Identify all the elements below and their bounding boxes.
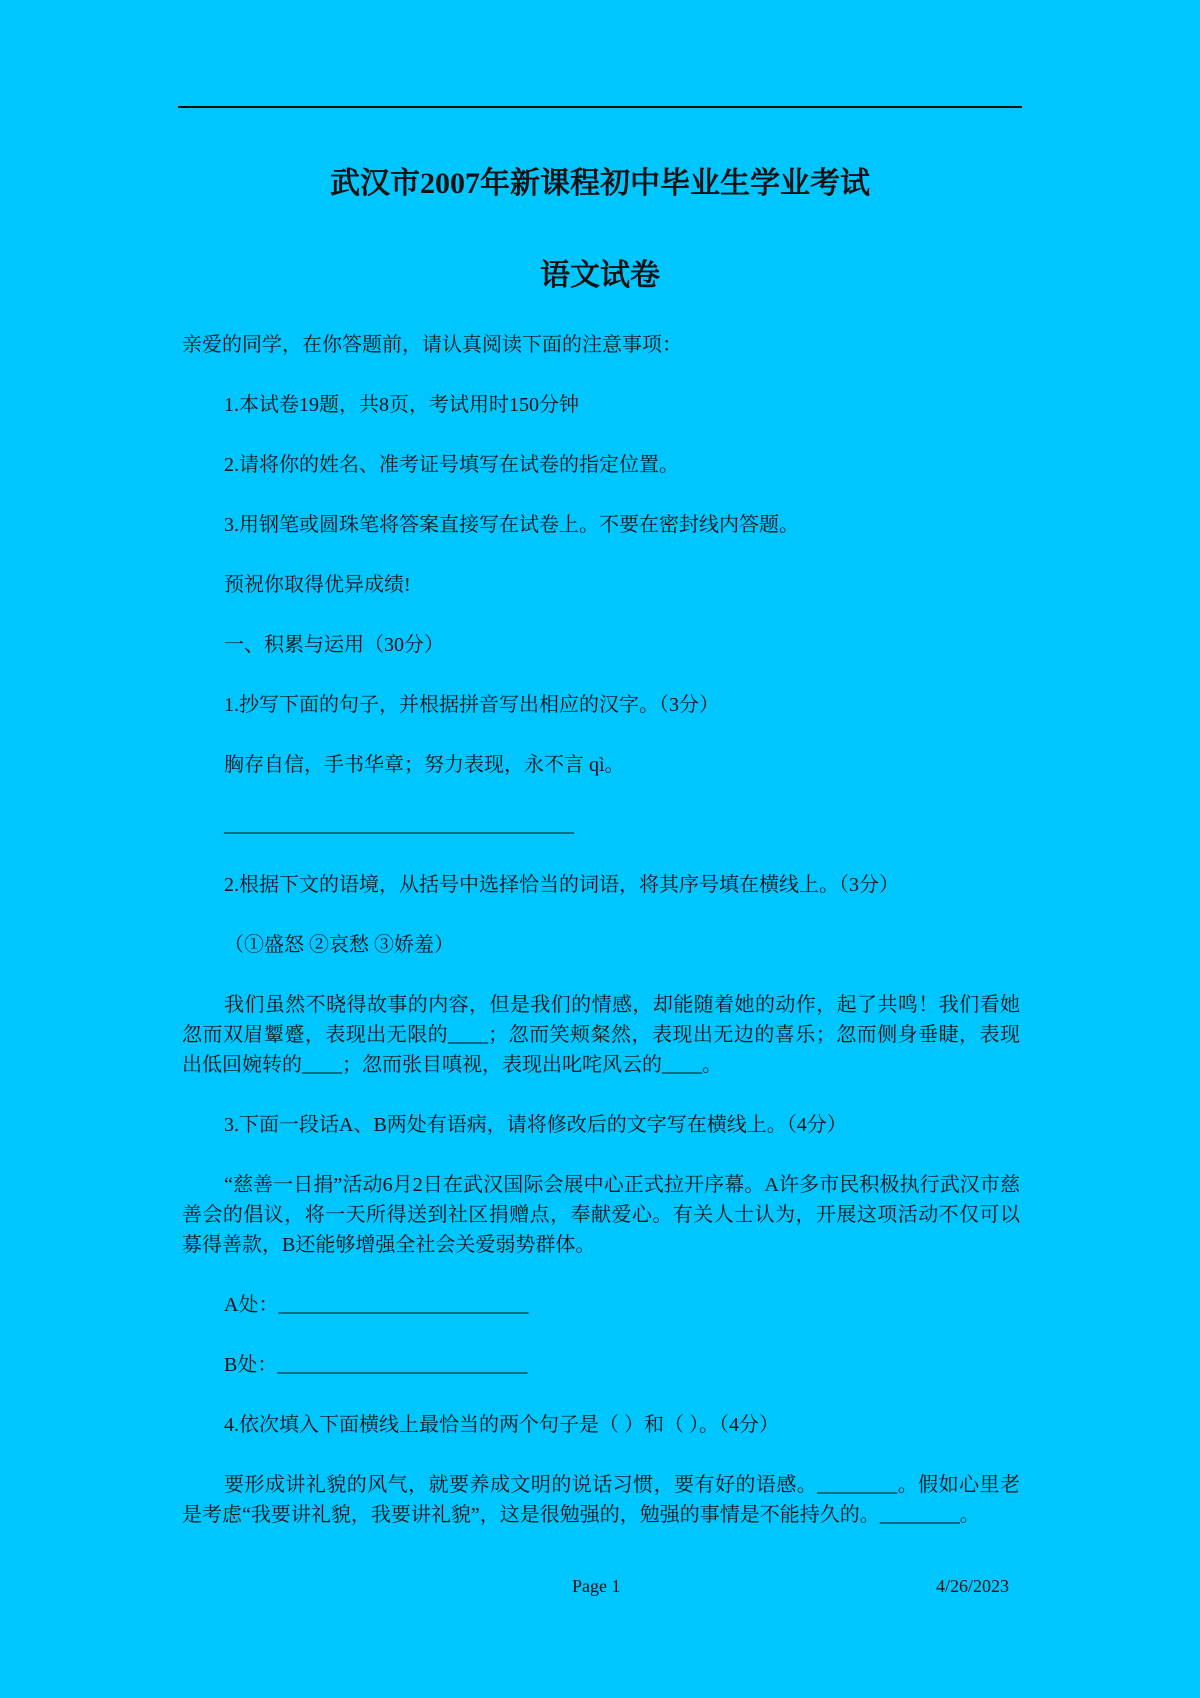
top-rule (178, 106, 1022, 108)
question-4-prompt: 4.依次填入下面横线上最恰当的两个句子是（ ）和（ ）。（4分） (224, 1414, 779, 1436)
question-2-options: （①盛怒 ②哀愁 ③娇羞） (224, 934, 454, 956)
exam-content (182, 330, 1020, 1560)
section-heading: 一、积累与运用（30分） (224, 634, 444, 656)
notice-item-2: 2.请将你的姓名、准考证号填写在试卷的指定位置。 (224, 454, 679, 476)
question-3-answer-b: B处：_________________________ (224, 1354, 528, 1376)
question-3-prompt: 3.下面一段话A、B两处有语病，请将修改后的文字写在横线上。（4分） (224, 1114, 847, 1136)
notice-item-3: 3.用钢笔或圆珠笔将答案直接写在试卷上。不要在密封线内答题。 (224, 514, 799, 536)
question-1-answer-line: ___________________________________ (224, 814, 574, 836)
page-date: 4/26/2023 (936, 1576, 1010, 1596)
question-3-passage: “慈善一日捐”活动6月2日在武汉国际会展中心正式拉开序幕。A许多市民积极执行武汉市慈善会的倡议，将一天所得送到社区捐赠点，奉献爱心。有关人士认为，开展这项活动不仅可以募得善款，B还能够增强全社会关爱弱势群体。 (182, 1174, 1020, 1256)
question-2-prompt: 2.根据下文的语境，从括号中选择恰当的词语，将其序号填在横线上。（3分） (224, 874, 899, 896)
question-2-passage: 我们虽然不晓得故事的内容，但是我们的情感，却能随着她的动作，起了共鸣！我们看她忽而双眉颦蹙，表现出无限的____；忽而笑颊粲然，表现出无边的喜乐；忽而侧身垂睫，表现出低回婉转的____；忽而张目嗔视，表现出叱咤风云的____。 (182, 994, 1020, 1076)
notice-intro: 亲爱的同学，在你答题前，请认真阅读下面的注意事项： (182, 334, 682, 356)
question-1-sentence: 胸存自信，手书华章；努力表现，永不言 qì。 (224, 754, 625, 776)
notice-item-1: 1.本试卷19题，共8页，考试用时150分钟 (224, 394, 579, 416)
page-number: Page 1 (572, 1576, 621, 1596)
exam-subtitle: 语文试卷 (540, 259, 660, 292)
question-4-passage: 要形成讲礼貌的风气，就要养成文明的说话习惯，要有好的语感。________。假如心里老是考虑“我要讲礼貌，我要讲礼貌”，这是很勉强的，勉强的事情是不能持久的。________。 (182, 1474, 1020, 1526)
notice-wish: 预祝你取得优异成绩! (224, 574, 411, 596)
question-1-prompt: 1.抄写下面的句子，并根据拼音写出相应的汉字。（3分） (224, 694, 719, 716)
exam-title: 武汉市2007年新课程初中毕业生学业考试 (330, 167, 870, 200)
question-3-answer-a: A处：_________________________ (224, 1294, 529, 1316)
